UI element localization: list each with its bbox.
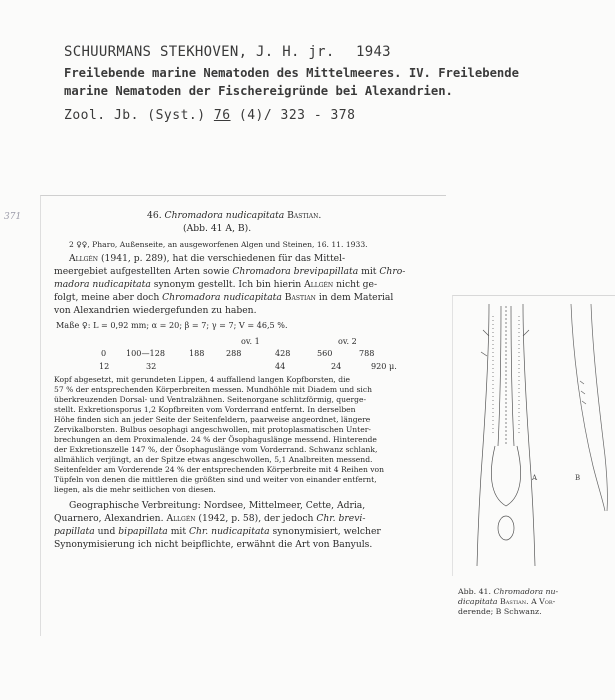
ov2-label: ov. 2 <box>338 336 357 346</box>
citation-line <box>64 108 355 123</box>
journal: Zool. Jb. (Syst.) <box>64 108 206 123</box>
article-heading: 46. Chromadora nudicapitata Bastian. <box>147 210 322 221</box>
desc-line-9: allmählich verjüngt, an der Spitze etwas angeschwollen, 5,1 Analbreiten messend. <box>54 455 373 464</box>
year: 1943 <box>356 44 391 60</box>
author: SCHUURMANS STEKHOVEN, J. H. jr. <box>64 44 335 60</box>
table-top-6: 788 <box>359 348 375 358</box>
para1-line5: von Alexandrien wiedergefunden zu haben. <box>54 305 257 316</box>
ov1-label: ov. 1 <box>241 336 260 346</box>
desc-line-7: brechungen an dem Proximalende. 24 % der Ösophaguslänge messend. Hinterende <box>54 435 377 444</box>
table-top-5: 560 <box>317 348 333 358</box>
desc-line-11: Tüpfeln von denen die mittleren die größten sind und weiter von einander entfernt, <box>54 475 377 484</box>
desc-line-3: überkreuzenden Dorsal- und Ventralzähnen. Seitenorgane schlitzförmig, querge- <box>54 395 367 404</box>
table-bottom-4: 44 <box>275 361 286 371</box>
measurements: Maße ♀: L = 0,92 mm; α = 20; β = 7; γ = 7; V = 46,5 %. <box>56 320 288 330</box>
desc-line-2: 57 % der entsprechenden Körperbreiten messen. Mundhöhle mit Diadem und sich <box>54 385 372 394</box>
table-bottom-1: 32 <box>146 361 157 371</box>
geo-line-2: Quarnero, Alexandrien. Allgén (1942, p. 58), der jedoch Chr. brevi- <box>54 513 366 524</box>
desc-line-12: liegen, als die mehr seitlichen von diesen. <box>54 485 216 494</box>
desc-line-1: Kopf abgesetzt, mit gerundeten Lippen, 4 auffallend langen Kopfborsten, die <box>54 375 350 384</box>
desc-line-10: Seitenfelder am Vorderende 24 % der entsprechenden Körperbreite mit 4 Reihen von <box>54 465 385 474</box>
table-top-0: 0 <box>101 348 107 358</box>
geo-line-4: Synonymisierung ich nicht beipflichte, erwähnt die Art von Banyuls. <box>54 539 373 550</box>
article-clipping <box>40 195 446 636</box>
geo-line-3: papillata und bipapillata mit Chr. nudicapitata synonymisiert, welcher <box>54 526 381 537</box>
issue-pages: (4)/ 323 - 378 <box>238 108 356 123</box>
title-line-2: marine Nematoden der Fischereigründe bei Alexandrien. <box>64 84 453 98</box>
table-top-2: 188 <box>189 348 205 358</box>
para1-line2: meergebiet aufgestellten Arten sowie Chromadora brevipapillata mit Chro- <box>54 266 406 277</box>
page-mark: 371 <box>4 212 22 222</box>
table-top-3: 288 <box>226 348 242 358</box>
figure-41 <box>452 295 615 616</box>
figure-reference: (Abb. 41 A, B). <box>183 223 252 234</box>
volume: 76 <box>213 108 231 123</box>
author-line <box>64 44 391 60</box>
table-top-4: 428 <box>275 348 291 358</box>
material-line: 2 ♀♀, Pharo, Außenseite, an ausgeworfenen Algen und Steinen, 16. 11. 1933. <box>69 240 368 249</box>
table-bottom-7: 920 μ. <box>371 361 397 371</box>
table-bottom-6: 24 <box>331 361 342 371</box>
para1-line3: madora nudicapitata synonym gestellt. Ich bin hierin Allgén nicht ge- <box>54 279 378 290</box>
geo-line-1: Geographische Verbreitung: Nordsee, Mittelmeer, Cette, Adria, <box>69 500 366 511</box>
desc-line-6: Zervikalborsten. Bulbus oesophagi angeschwollen, mit protoplasmatischen Unter- <box>54 425 371 434</box>
table-top-1: 100—128 <box>126 348 165 358</box>
desc-line-8: der Exkretionszelle 147 %, der Ösophaguslänge vom Vorderrand. Schwanz schlank, <box>54 445 378 454</box>
figure-label-a: A <box>532 474 538 482</box>
desc-line-5: Höhe finden sich an jeder Seite der Seitenfeldern, paarweise angeordnet, längere <box>54 415 371 424</box>
table-bottom-0: 12 <box>99 361 110 371</box>
desc-line-4: stellt. Exkretionsporus 1,2 Kopfbreiten vom Vorderrand entfernt. In derselben <box>54 405 356 414</box>
figure-label-b: B <box>575 474 581 482</box>
figure-caption: Abb. 41. Chromadora nu- dicapitata Bastian. A Vor- derende; B Schwanz. <box>458 587 559 616</box>
nematode-illustration <box>453 296 615 576</box>
para1-line1: Allgén (1941, p. 289), hat die verschiedenen für das Mittel- <box>69 253 346 264</box>
anterior-end-drawing <box>477 304 538 566</box>
para1-line4: folgt, meine aber doch Chromadora nudicapitata Bastian in dem Material <box>54 292 394 303</box>
title-line-1: Freilebende marine Nematoden des Mittelmeeres. IV. Freilebende <box>64 66 519 80</box>
